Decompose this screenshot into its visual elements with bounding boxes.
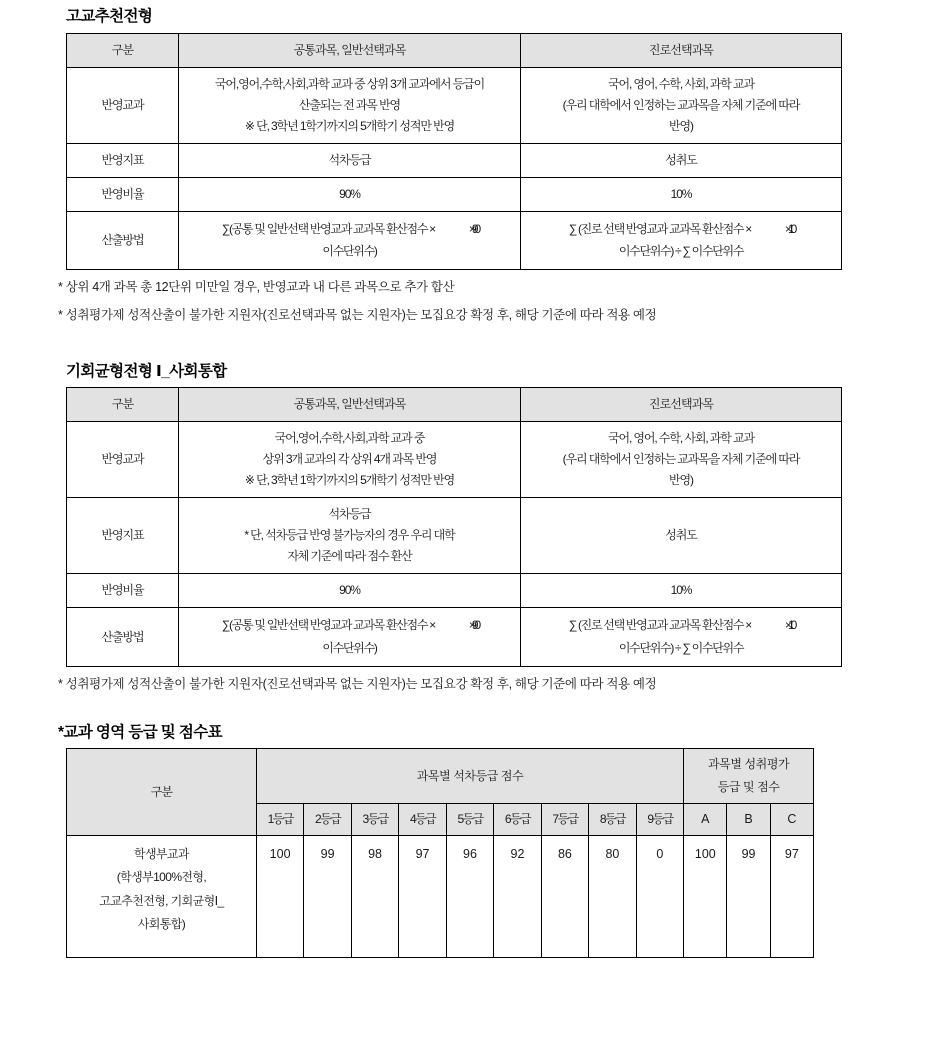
grade-score-table xyxy=(66,748,814,958)
subject-line-3: 고교추천전형, 기회균형Ⅰ_ xyxy=(99,893,224,908)
formula-multiplier: ×90 xyxy=(468,221,478,236)
row-label-ratio: 반영비율 xyxy=(67,177,179,211)
formula-line-1 xyxy=(183,614,516,637)
formula-multiplier: ×10 xyxy=(784,221,794,236)
cell-career-formula xyxy=(521,608,842,667)
line-2: (우리 대학에서 인정하는 교과목을 자체 기준에 따라 xyxy=(562,452,800,467)
formula-multiplier: ×90 xyxy=(468,618,478,633)
formula-line-2: 이수단위수) xyxy=(322,641,377,656)
cell-rank-score-5: 96 xyxy=(446,835,493,957)
row-label-ratio: 반영비율 xyxy=(67,574,179,608)
line-3: 반영) xyxy=(669,118,693,133)
admission-criteria-table-2 xyxy=(66,387,842,667)
cell-career-indicator: 성취도 xyxy=(521,498,842,574)
cell-rank-score-1: 100 xyxy=(256,835,303,957)
header-rank-8: 8등급 xyxy=(589,803,636,835)
line-2: (우리 대학에서 인정하는 교과목을 자체 기준에 따라 xyxy=(562,97,800,112)
line-1: 국어, 영어, 수학, 사회, 과학 교과 xyxy=(607,431,754,446)
row-label-indicator: 반영지표 xyxy=(67,143,179,177)
subject-line-4: 사회통합) xyxy=(137,917,186,932)
header-division: 구분 xyxy=(67,388,179,422)
formula-line-1 xyxy=(525,614,837,637)
header-division: 구분 xyxy=(67,33,179,67)
formula-line-2: 이수단위수) ÷ ∑ 이수단위수 xyxy=(618,641,744,656)
header-achievement-a: A xyxy=(684,803,727,835)
line-1: 석차등급 xyxy=(328,507,371,522)
cell-subject-name xyxy=(67,835,257,957)
section-title: 기회균형전형 Ⅰ_사회통합 xyxy=(66,362,227,380)
table-row xyxy=(67,498,842,574)
section-score-table xyxy=(58,723,945,958)
header-achievement-b: B xyxy=(727,803,770,835)
header-common-subjects: 공통과목, 일반선택과목 xyxy=(179,388,521,422)
header-achievement-group xyxy=(684,749,814,804)
line-2: 산출되는 전 과목 반영 xyxy=(298,97,401,112)
line-1: 국어,영어,수학,사회,과학 교과 중 xyxy=(274,431,425,446)
table-row xyxy=(67,211,842,270)
cell-rank-score-2: 99 xyxy=(304,835,351,957)
formula-line-1 xyxy=(183,218,516,241)
score-table-title: *교과 영역 등급 및 점수표 xyxy=(58,723,222,741)
table-row xyxy=(67,143,842,177)
score-header-row-1 xyxy=(67,749,814,804)
achievement-group-line-2: 등급 및 점수 xyxy=(717,780,780,795)
header-rank-1: 1등급 xyxy=(256,803,303,835)
cell-common-ratio: 90% xyxy=(179,177,521,211)
line-3: ※ 단, 3학년 1학기까지의 5개학기 성적만 반영 xyxy=(244,473,455,488)
header-career-subjects: 진로선택과목 xyxy=(521,33,842,67)
line-3: 반영) xyxy=(669,473,693,488)
cell-achievement-score-c: 97 xyxy=(770,835,813,957)
header-rank-9: 9등급 xyxy=(636,803,684,835)
line-3: 자체 기준에 따라 점수 환산 xyxy=(287,549,412,564)
formula-line-2: 이수단위수) ÷ ∑ 이수단위수 xyxy=(618,244,744,259)
formula-main: ∑(공통 및 일반선택 반영교과 교과목 환산점수 × xyxy=(221,618,435,633)
table-row xyxy=(67,608,842,667)
footnote-1: * 성취평가제 성적산출이 불가한 지원자(진로선택과목 없는 지원자)는 모집요강 확정 후, 해당 기준에 따라 적용 예정 xyxy=(58,676,657,691)
cell-rank-score-8: 80 xyxy=(589,835,636,957)
cell-career-reflected-subjects xyxy=(521,422,842,498)
table-row xyxy=(67,177,842,211)
section-gogyo-chucheon xyxy=(58,0,945,325)
row-label-reflected-subjects: 반영교과 xyxy=(67,422,179,498)
formula-line-1 xyxy=(525,218,837,241)
cell-career-indicator: 성취도 xyxy=(521,143,842,177)
section-title: 고교추천전형 xyxy=(66,8,153,25)
formula-main: ∑(공통 및 일반선택 반영교과 교과목 환산점수 × xyxy=(221,221,435,236)
header-rank-4: 4등급 xyxy=(399,803,446,835)
table-row xyxy=(67,422,842,498)
row-label-reflected-subjects: 반영교과 xyxy=(67,67,179,143)
header-rank-score-group: 과목별 석차등급 점수 xyxy=(256,749,683,804)
cell-common-indicator xyxy=(179,498,521,574)
admission-criteria-table-1 xyxy=(66,33,842,271)
header-achievement-c: C xyxy=(770,803,813,835)
formula-main: ∑ (진로 선택 반영교과 교과목 환산점수 × xyxy=(568,618,751,633)
cell-rank-score-3: 98 xyxy=(351,835,398,957)
header-division: 구분 xyxy=(67,749,257,836)
line-1: 국어, 영어, 수학, 사회, 과학 교과 xyxy=(607,76,754,91)
formula-line-2: 이수단위수) xyxy=(322,244,377,259)
table-header-row xyxy=(67,33,842,67)
header-career-subjects: 진로선택과목 xyxy=(521,388,842,422)
section-spacer xyxy=(0,694,945,724)
row-label-calculation: 산출방법 xyxy=(67,211,179,270)
header-rank-6: 6등급 xyxy=(494,803,541,835)
cell-career-ratio: 10% xyxy=(521,177,842,211)
cell-common-ratio: 90% xyxy=(179,574,521,608)
cell-rank-score-7: 86 xyxy=(541,835,588,957)
cell-rank-score-6: 92 xyxy=(494,835,541,957)
table-row xyxy=(67,67,842,143)
formula-multiplier: ×10 xyxy=(784,618,794,633)
cell-rank-score-4: 97 xyxy=(399,835,446,957)
table-row xyxy=(67,574,842,608)
footnote-2: * 성취평가제 성적산출이 불가한 지원자(진로선택과목 없는 지원자)는 모집요강 확정 후, 해당 기준에 따라 적용 예정 xyxy=(58,307,657,322)
cell-career-reflected-subjects xyxy=(521,67,842,143)
header-rank-2: 2등급 xyxy=(304,803,351,835)
section-spacer xyxy=(0,325,945,363)
header-rank-7: 7등급 xyxy=(541,803,588,835)
cell-common-reflected-subjects xyxy=(179,422,521,498)
line-2: 상위 3개 교과의 각 상위 4개 과목 반영 xyxy=(262,452,437,467)
header-rank-5: 5등급 xyxy=(446,803,493,835)
cell-career-formula xyxy=(521,211,842,270)
cell-achievement-score-b: 99 xyxy=(727,835,770,957)
cell-common-indicator: 석차등급 xyxy=(179,143,521,177)
cell-achievement-score-a: 100 xyxy=(684,835,727,957)
row-label-indicator: 반영지표 xyxy=(67,498,179,574)
line-3: ※ 단, 3학년 1학기까지의 5개학기 성적만 반영 xyxy=(244,118,455,133)
table-header-row xyxy=(67,388,842,422)
cell-common-reflected-subjects xyxy=(179,67,521,143)
subject-line-2: (학생부100%전형, xyxy=(116,870,207,885)
cell-common-formula xyxy=(179,211,521,270)
cell-common-formula xyxy=(179,608,521,667)
section-gihoe-gyunhyeong xyxy=(58,362,945,694)
formula-main: ∑ (진로 선택 반영교과 교과목 환산점수 × xyxy=(568,221,751,236)
subject-line-1: 학생부교과 xyxy=(133,846,189,861)
cell-career-ratio: 10% xyxy=(521,574,842,608)
line-2: * 단, 석차등급 반영 불가능자의 경우 우리 대학 xyxy=(244,528,455,543)
achievement-group-line-1: 과목별 성취평가 xyxy=(707,757,790,772)
row-label-calculation: 산출방법 xyxy=(67,608,179,667)
table-row xyxy=(67,835,814,957)
line-1: 국어,영어,수학,사회,과학 교과 중 상위 3개 교과에서 등급이 xyxy=(214,76,485,91)
header-rank-3: 3등급 xyxy=(351,803,398,835)
footnote-1: * 상위 4개 과목 총 12단위 미만일 경우, 반영교과 내 다른 과목으로 추가 합산 xyxy=(58,280,455,295)
header-common-subjects: 공통과목, 일반선택과목 xyxy=(179,33,521,67)
cell-rank-score-9: 0 xyxy=(636,835,684,957)
